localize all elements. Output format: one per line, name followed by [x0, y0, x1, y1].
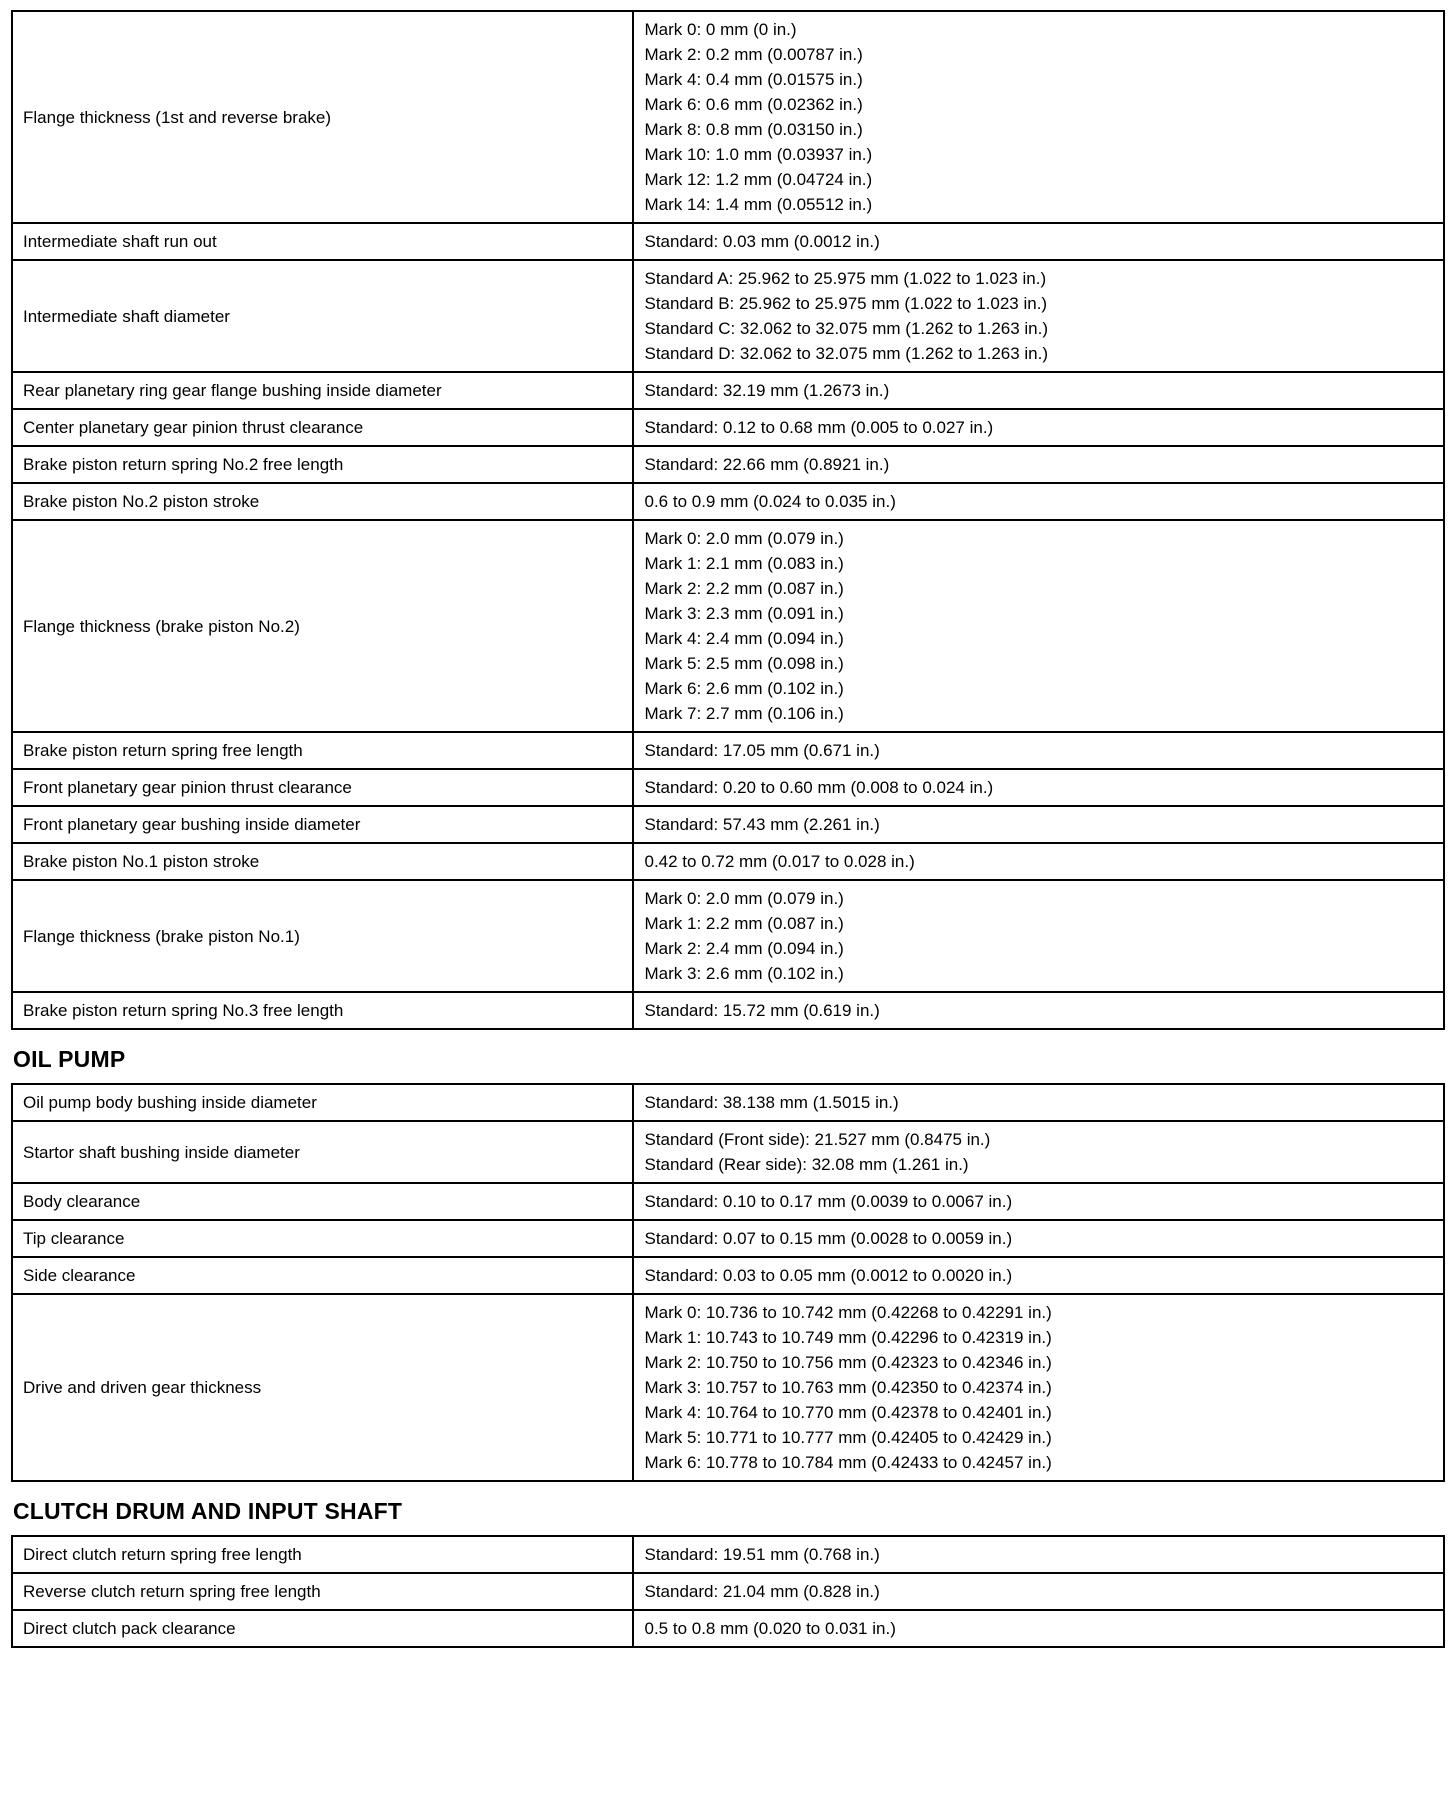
spec-label-cell: Front planetary gear pinion thrust clearance [12, 769, 633, 806]
spec-value-line: Standard: 32.19 mm (1.2673 in.) [644, 381, 890, 400]
spec-row [12, 992, 1444, 1029]
spec-label-cell: Intermediate shaft run out [12, 223, 633, 260]
spec-value-line: Standard: 19.51 mm (0.768 in.) [644, 1545, 880, 1564]
spec-label-cell: Brake piston return spring No.3 free length [12, 992, 633, 1029]
spec-value-cell [633, 1573, 1444, 1610]
spec-value-cell [633, 1536, 1444, 1573]
spec-value-cell [633, 520, 1444, 732]
spec-value-cell [633, 446, 1444, 483]
spec-row [12, 1536, 1444, 1573]
spec-label-cell: Tip clearance [12, 1220, 633, 1257]
spec-value-line: Standard: 0.20 to 0.60 mm (0.008 to 0.024 in.) [644, 778, 994, 797]
spec-value-cell [633, 260, 1444, 372]
spec-value-line: Mark 3: 10.757 to 10.763 mm (0.42350 to 0.42374 in.) [644, 1378, 1052, 1397]
spec-value-line: Mark 6: 2.6 mm (0.102 in.) [644, 679, 844, 698]
spec-value-line: Standard (Front side): 21.527 mm (0.8475 in.) [644, 1130, 991, 1149]
spec-label-cell: Brake piston return spring No.2 free length [12, 446, 633, 483]
spec-label-cell: Oil pump body bushing inside diameter [12, 1084, 633, 1121]
spec-value-line: Standard: 15.72 mm (0.619 in.) [644, 1001, 880, 1020]
spec-value-line: Mark 2: 10.750 to 10.756 mm (0.42323 to 0.42346 in.) [644, 1353, 1052, 1372]
spec-value-cell [633, 843, 1444, 880]
spec-value-cell [633, 372, 1444, 409]
spec-row [12, 483, 1444, 520]
spec-row [12, 372, 1444, 409]
spec-row [12, 446, 1444, 483]
spec-value-line: Standard: 0.07 to 0.15 mm (0.0028 to 0.0059 in.) [644, 1229, 1013, 1248]
spec-label-cell: Brake piston No.1 piston stroke [12, 843, 633, 880]
spec-value-line: Standard B: 25.962 to 25.975 mm (1.022 to 1.023 in.) [644, 294, 1048, 313]
spec-label-cell: Drive and driven gear thickness [12, 1294, 633, 1481]
spec-label-cell: Center planetary gear pinion thrust clearance [12, 409, 633, 446]
spec-label-cell: Direct clutch pack clearance [12, 1610, 633, 1647]
section-heading: OIL PUMP [13, 1046, 126, 1072]
spec-value-line: 0.5 to 0.8 mm (0.020 to 0.031 in.) [644, 1619, 896, 1638]
spec-value-cell [633, 1084, 1444, 1121]
spec-value-line: Mark 4: 2.4 mm (0.094 in.) [644, 629, 844, 648]
spec-value-line: Standard (Rear side): 32.08 mm (1.261 in.) [644, 1155, 969, 1174]
spec-value-line: Mark 2: 2.4 mm (0.094 in.) [644, 939, 844, 958]
spec-value-line: Mark 6: 0.6 mm (0.02362 in.) [644, 95, 863, 114]
spec-value-line: Mark 5: 2.5 mm (0.098 in.) [644, 654, 844, 673]
spec-value-line: Standard C: 32.062 to 32.075 mm (1.262 to 1.263 in.) [644, 319, 1049, 338]
spec-value-line: Standard: 38.138 mm (1.5015 in.) [644, 1093, 899, 1112]
spec-value-cell [633, 1121, 1444, 1183]
spec-row [12, 11, 1444, 223]
spec-value-line: Mark 12: 1.2 mm (0.04724 in.) [644, 170, 873, 189]
spec-row [12, 1121, 1444, 1183]
spec-value-cell [633, 1610, 1444, 1647]
spec-value-cell [633, 223, 1444, 260]
spec-value-line: Standard: 0.03 mm (0.0012 in.) [644, 232, 880, 251]
spec-value-line: Mark 8: 0.8 mm (0.03150 in.) [644, 120, 863, 139]
spec-value-line: Mark 0: 10.736 to 10.742 mm (0.42268 to 0.42291 in.) [644, 1303, 1052, 1322]
spec-label-cell: Intermediate shaft diameter [12, 260, 633, 372]
spec-value-line: Mark 3: 2.6 mm (0.102 in.) [644, 964, 844, 983]
spec-row [12, 1084, 1444, 1121]
spec-value-line: Mark 5: 10.771 to 10.777 mm (0.42405 to 0.42429 in.) [644, 1428, 1052, 1447]
spec-value-line: 0.6 to 0.9 mm (0.024 to 0.035 in.) [644, 492, 896, 511]
spec-value-cell [633, 409, 1444, 446]
spec-table [11, 1535, 1445, 1648]
spec-value-line: Mark 2: 0.2 mm (0.00787 in.) [644, 45, 863, 64]
spec-value-cell [633, 880, 1444, 992]
spec-value-line: Standard: 21.04 mm (0.828 in.) [644, 1582, 880, 1601]
spec-row [12, 1573, 1444, 1610]
spec-row [12, 806, 1444, 843]
spec-label-cell: Flange thickness (brake piston No.2) [12, 520, 633, 732]
spec-label-cell: Direct clutch return spring free length [12, 1536, 633, 1573]
spec-value-line: Standard: 22.66 mm (0.8921 in.) [644, 455, 890, 474]
spec-value-line: Mark 3: 2.3 mm (0.091 in.) [644, 604, 844, 623]
spec-label-cell: Startor shaft bushing inside diameter [12, 1121, 633, 1183]
spec-value-line: Mark 2: 2.2 mm (0.087 in.) [644, 579, 844, 598]
spec-value-cell [633, 769, 1444, 806]
spec-row [12, 1610, 1444, 1647]
spec-table [11, 10, 1445, 1030]
spec-label-cell: Reverse clutch return spring free length [12, 1573, 633, 1610]
spec-value-cell [633, 732, 1444, 769]
spec-value-cell [633, 483, 1444, 520]
spec-value-cell [633, 1183, 1444, 1220]
spec-value-cell [633, 992, 1444, 1029]
spec-value-cell [633, 11, 1444, 223]
spec-value-line: Mark 0: 2.0 mm (0.079 in.) [644, 889, 844, 908]
spec-label-cell: Body clearance [12, 1183, 633, 1220]
spec-value-line: Mark 6: 10.778 to 10.784 mm (0.42433 to 0.42457 in.) [644, 1453, 1052, 1472]
spec-value-line: Mark 14: 1.4 mm (0.05512 in.) [644, 195, 873, 214]
spec-value-line: Mark 1: 2.2 mm (0.087 in.) [644, 914, 844, 933]
spec-value-line: 0.42 to 0.72 mm (0.017 to 0.028 in.) [644, 852, 915, 871]
spec-row [12, 223, 1444, 260]
spec-value-line: Mark 1: 2.1 mm (0.083 in.) [644, 554, 844, 573]
spec-value-cell [633, 806, 1444, 843]
spec-row [12, 409, 1444, 446]
spec-value-line: Mark 4: 10.764 to 10.770 mm (0.42378 to 0.42401 in.) [644, 1403, 1052, 1422]
spec-label-cell: Rear planetary ring gear flange bushing inside diameter [12, 372, 633, 409]
spec-value-line: Standard D: 32.062 to 32.075 mm (1.262 to 1.263 in.) [644, 344, 1049, 363]
spec-row [12, 1294, 1444, 1481]
spec-label-cell: Front planetary gear bushing inside diameter [12, 806, 633, 843]
spec-label-cell: Flange thickness (brake piston No.1) [12, 880, 633, 992]
spec-value-cell [633, 1220, 1444, 1257]
spec-value-line: Mark 7: 2.7 mm (0.106 in.) [644, 704, 844, 723]
spec-label-cell: Brake piston return spring free length [12, 732, 633, 769]
spec-row [12, 843, 1444, 880]
spec-value-line: Mark 4: 0.4 mm (0.01575 in.) [644, 70, 863, 89]
spec-value-line: Standard: 0.10 to 0.17 mm (0.0039 to 0.0067 in.) [644, 1192, 1013, 1211]
spec-row [12, 260, 1444, 372]
spec-value-line: Mark 1: 10.743 to 10.749 mm (0.42296 to 0.42319 in.) [644, 1328, 1052, 1347]
spec-value-line: Standard A: 25.962 to 25.975 mm (1.022 to 1.023 in.) [644, 269, 1047, 288]
section-heading: CLUTCH DRUM AND INPUT SHAFT [13, 1498, 403, 1524]
spec-row [12, 769, 1444, 806]
spec-value-line: Mark 0: 2.0 mm (0.079 in.) [644, 529, 844, 548]
spec-table [11, 1083, 1445, 1482]
spec-value-cell [633, 1294, 1444, 1481]
spec-value-cell [633, 1257, 1444, 1294]
spec-value-line: Standard: 17.05 mm (0.671 in.) [644, 741, 880, 760]
spec-row [12, 880, 1444, 992]
spec-value-line: Mark 10: 1.0 mm (0.03937 in.) [644, 145, 873, 164]
spec-label-cell: Side clearance [12, 1257, 633, 1294]
spec-value-line: Standard: 0.03 to 0.05 mm (0.0012 to 0.0020 in.) [644, 1266, 1013, 1285]
spec-value-line: Standard: 0.12 to 0.68 mm (0.005 to 0.027 in.) [644, 418, 994, 437]
spec-row [12, 732, 1444, 769]
spec-label-cell: Brake piston No.2 piston stroke [12, 483, 633, 520]
spec-row [12, 1220, 1444, 1257]
spec-row [12, 1183, 1444, 1220]
spec-value-line: Standard: 57.43 mm (2.261 in.) [644, 815, 880, 834]
spec-row [12, 1257, 1444, 1294]
spec-value-line: Mark 0: 0 mm (0 in.) [644, 20, 797, 39]
spec-label-cell: Flange thickness (1st and reverse brake) [12, 11, 633, 223]
spec-row [12, 520, 1444, 732]
